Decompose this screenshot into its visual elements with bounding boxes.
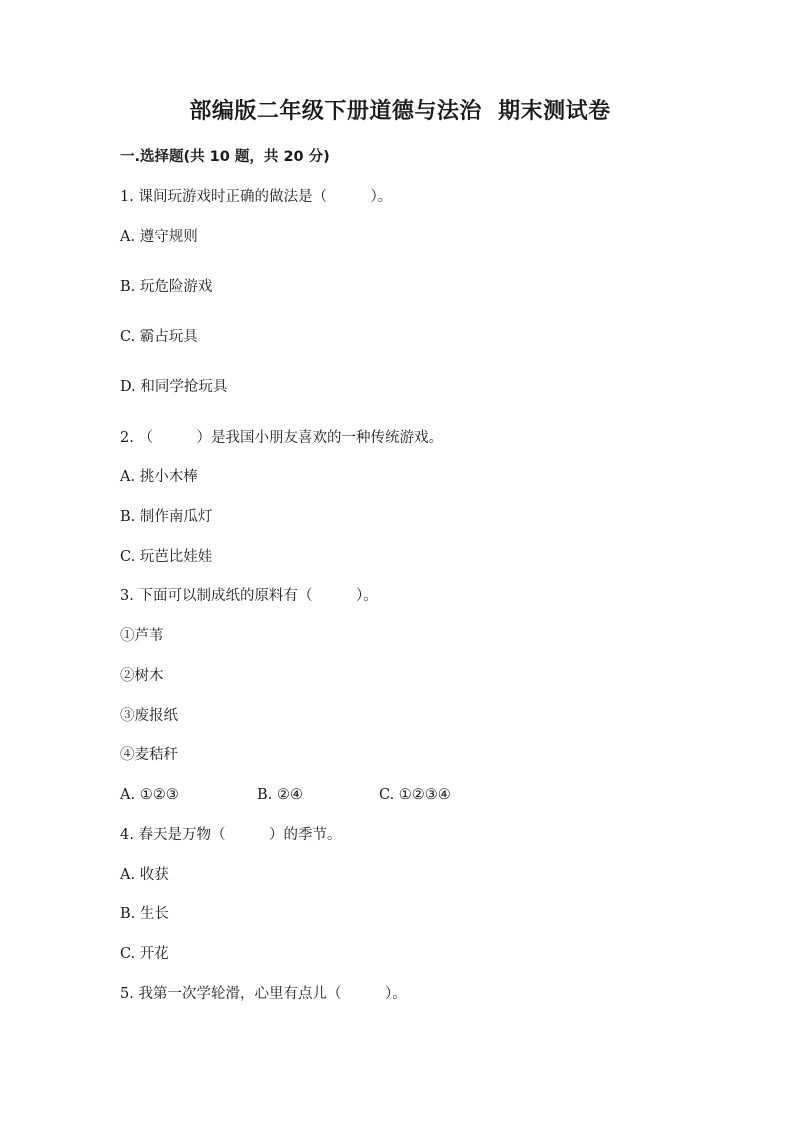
question-3-options [120, 785, 720, 805]
question-4-option-b: B. 生长 [120, 906, 169, 922]
question-3-stem: 3. 下面可以制成纸的原料有（ ）。 [120, 588, 378, 604]
section-heading: 一.选择题(共 10 题，共 20 分) [120, 149, 330, 165]
question-1-option-c: C. 霸占玩具 [120, 329, 198, 345]
question-3-option-b: B. ②④ [257, 787, 303, 803]
question-1-option-a: A. 遵守规则 [120, 229, 198, 245]
question-1-option-b: B. 玩危险游戏 [120, 279, 213, 295]
question-1-option-d: D. 和同学抢玩具 [120, 379, 228, 395]
question-2-stem: 2. （ ）是我国小朋友喜欢的一种传统游戏。 [120, 430, 443, 446]
page-title: 部编版二年级下册道德与法治 期末测试卷 [189, 99, 611, 124]
question-3-item-4: ④麦秸秆 [120, 747, 178, 763]
question-4-option-c: C. 开花 [120, 946, 169, 962]
question-4-option-a: A. 收获 [120, 867, 169, 883]
question-2-option-a: A. 挑小木棒 [120, 469, 198, 485]
question-3-item-3: ③废报纸 [120, 708, 178, 724]
question-3-option-a: A. ①②③ [120, 787, 179, 803]
question-3-item-2: ②树木 [120, 668, 164, 684]
question-2-option-b: B. 制作南瓜灯 [120, 509, 213, 525]
question-3-option-c: C. ①②③④ [379, 787, 451, 803]
question-5-stem: 5. 我第一次学轮滑，心里有点儿（ ）。 [120, 986, 407, 1002]
question-4-stem: 4. 春天是万物（ ）的季节。 [120, 827, 342, 843]
question-2-option-c: C. 玩芭比娃娃 [120, 549, 213, 565]
question-1-stem: 1. 课间玩游戏时正确的做法是（ ）。 [120, 189, 393, 205]
question-3-item-1: ①芦苇 [120, 628, 164, 644]
